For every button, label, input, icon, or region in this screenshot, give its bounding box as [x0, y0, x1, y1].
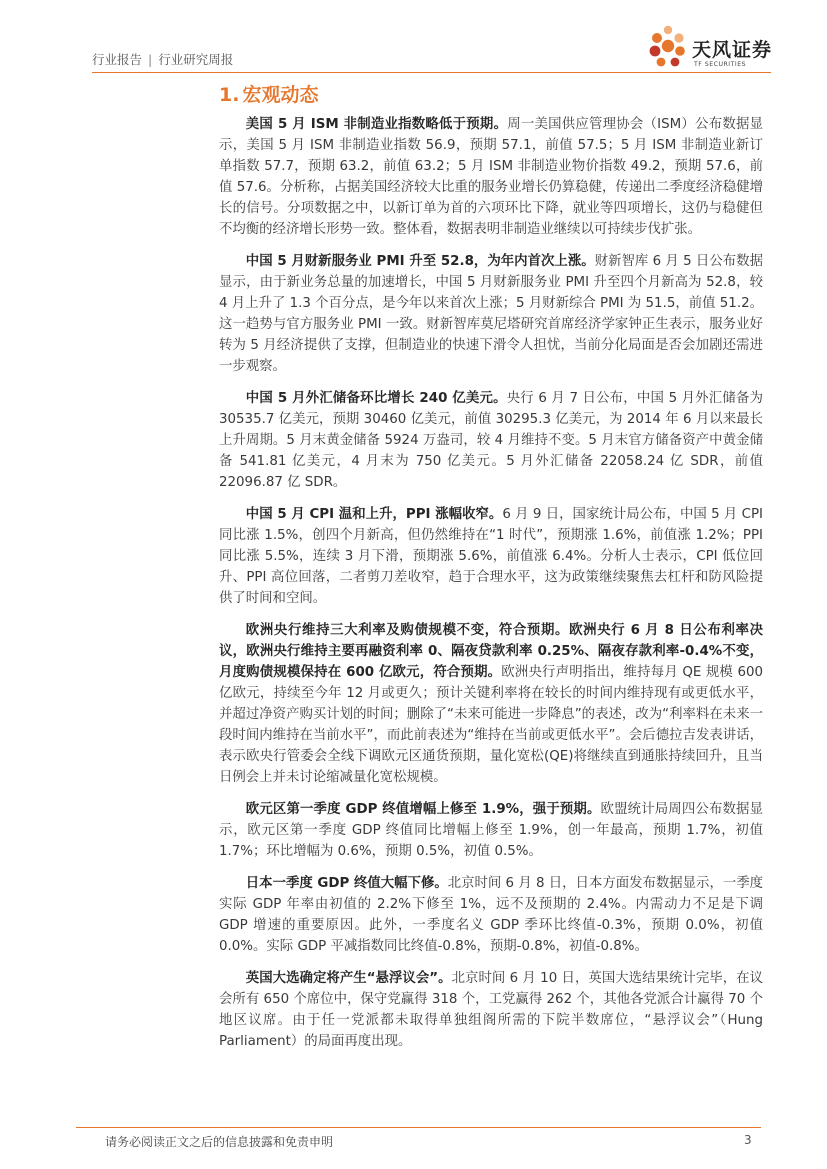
paragraph-text: 周一美国供应管理协会（ISM）公布数据显示，美国 5 月 ISM 非制造业指数 56.9，预期 57.1，前值 57.5；5 月 ISM 非制造业新订单指数 57.7，预期 63.2，前值 63.2；5 月 ISM 非制造业物价指数 49.2，预期 57.6，前值 57.6。分析称，占据美国经济较大比重的服务业增长仍算稳健，传递出二季度经济稳健增长的信号。分项数据之中，以新订单为首的六项环比下降，就业等四项增长，这仍与稳健但不均衡的经济增长形势一致。整体看，数据表明非制造业继续以可持续步伐扩张。	[219, 117, 763, 237]
footer-disclaimer: 请务必阅读正文之后的信息披露和免责申明	[105, 1135, 334, 1149]
report-header-label	[92, 50, 233, 68]
section-heading: 宏观动态	[242, 84, 319, 106]
paragraph-lead: 中国 5 月 CPI 温和上升，PPI 涨幅收窄。	[245, 507, 503, 522]
logo-flower-icon	[646, 24, 690, 70]
report-subcategory: 行业研究周报	[158, 52, 234, 67]
header-separator: |	[148, 52, 153, 67]
section-number: 1.	[219, 84, 240, 106]
paragraph-text: 央行 6 月 7 日公布，中国 5 月外汇储备为 30535.7 亿美元，预期 30460 亿美元，前值 30295.3 亿美元，为 2014 年 6 月以来最长上升周期。5 月末黄金储备 5924 万盎司，较 4 月维持不变。5 月末官方储备资产中黄金储备 541.81 亿美元，4 月末为 750 亿美元。5 月外汇储备 22058.24 亿 SDR，前值 22096.87 亿 SDR。	[219, 391, 763, 490]
paragraph-us-ism	[219, 114, 763, 240]
paragraph-text: 欧洲央行声明指出，维持每月 QE 规模 600 亿欧元，持续至今年 12 月或更久；预计关键利率将在较长的时间内维持现有或更低水平，并超过净资产购买计划的时间；删除了“未来可能进一步降息”的表述，改为“利率料在未来一段时间内维持在当前水平”，而此前表述为“维持在当前或更低水平”。会后德拉吉发表讲话，表示欧央行管委会全线下调欧元区通货预期，量化宽松(QE)将继续直到通胀持续回升，且当日例会上并未讨论缩减量化宽松规模。	[219, 665, 764, 785]
paragraph-text: 北京时间 6 月 10 日，英国大选结果统计完毕，在议会所有 650 个席位中，保守党赢得 318 个，工党赢得 262 个，其他各党派合计赢得 70 个地区议席。由于任一党派都未取得单独组阁所需的下院半数席位，“悬浮议会”（Hung Parliament）的局面再度出现。	[219, 971, 763, 1049]
paragraph-lead: 英国大选确定将产生“悬浮议会”。	[245, 971, 452, 986]
logo-name-en: TF SECURITIES	[694, 61, 747, 68]
report-category: 行业报告	[92, 52, 143, 67]
paragraph-lead: 欧洲央行维持三大利率及购债规模不变，符合预期。欧洲央行 6 月 8 日公布利率决议，欧洲央行维持主要再融资利率 0、隔夜贷款利率 0.25%、隔夜存款利率-0.4%不变，月度购债规模保持在 600 亿欧元，符合预期。	[219, 623, 763, 680]
section-title	[219, 80, 318, 107]
company-logo	[646, 24, 776, 74]
page-number: 3	[744, 1133, 752, 1147]
paragraph-text: 欧盟统计局周四公布数据显示，欧元区第一季度 GDP 终值同比增幅上修至 1.9%，创一年最高，预期 1.7%，初值 1.7%；环比增幅为 0.6%，预期 0.5%，初值 0.5%。	[219, 802, 763, 859]
footer-divider	[76, 1127, 761, 1128]
paragraph-lead: 日本一季度 GDP 终值大幅下修。	[245, 876, 448, 891]
paragraph-text: 北京时间 6 月 8 日，日本方面发布数据显示，一季度实际 GDP 年率由初值的 2.2%下修至 1%，远不及预期的 2.4%。内需动力不足是下调 GDP 增速的重要原因。此外，一季度名义 GDP 季环比终值-0.3%，预期 0.0%，初值 0.0%。实际 GDP 平减指数同比终值-0.8%，预期-0.8%，初值-0.8%。	[219, 876, 764, 954]
paragraph-lead: 中国 5 月外汇储备环比增长 240 亿美元。	[245, 391, 507, 406]
paragraph-text: 6 月 9 日，国家统计局公布，中国 5 月 CPI 同比涨 1.5%，创四个月新高，但仍然维持在“1 时代”，预期涨 1.6%，前值涨 1.2%；PPI 同比涨 5.5%，连续 3 月下滑，预期涨 5.6%，前值涨 6.4%。分析人士表示，CPI 低位回升、PPI 高位回落，二者剪刀差收窄，趋于合理水平，这为政策继续聚焦去杠杆和防风险提供了时间和空间。	[219, 507, 763, 606]
paragraph-china-fx-reserves	[219, 388, 763, 493]
paragraph-lead: 中国 5 月财新服务业 PMI 升至 52.8，为年内首次上涨。	[245, 254, 595, 269]
paragraph-china-pmi	[219, 251, 763, 377]
paragraph-eurozone-gdp	[219, 799, 763, 862]
paragraph-text: 财新智库 6 月 5 日公布数据显示，由于新业务总量的加速增长，中国 5 月财新服务业 PMI 升至四个月新高为 52.8，较 4 月上升了 1.3 个百分点，是今年以来首次上涨；5 月财新综合 PMI 为 51.5，前值 51.2。这一趋势与官方服务业 PMI 一致。财新智库莫尼塔研究首席经济学家钟正生表示，服务业好转为 5 月经济提供了支撑，但制造业的快速下滑令人担忧，当前分化局面是否会加剧还需进一步观察。	[219, 254, 763, 374]
paragraph-china-cpi-ppi	[219, 504, 763, 609]
paragraph-japan-gdp	[219, 873, 763, 957]
paragraph-uk-election	[219, 968, 763, 1052]
logo-name-cn: 天风证券	[692, 39, 773, 61]
paragraph-lead: 美国 5 月 ISM 非制造业指数略低于预期。	[245, 117, 508, 132]
article-body	[219, 114, 763, 1063]
paragraph-ecb-rates	[219, 620, 763, 788]
paragraph-lead: 欧元区第一季度 GDP 终值增幅上修至 1.9%，强于预期。	[245, 802, 601, 817]
